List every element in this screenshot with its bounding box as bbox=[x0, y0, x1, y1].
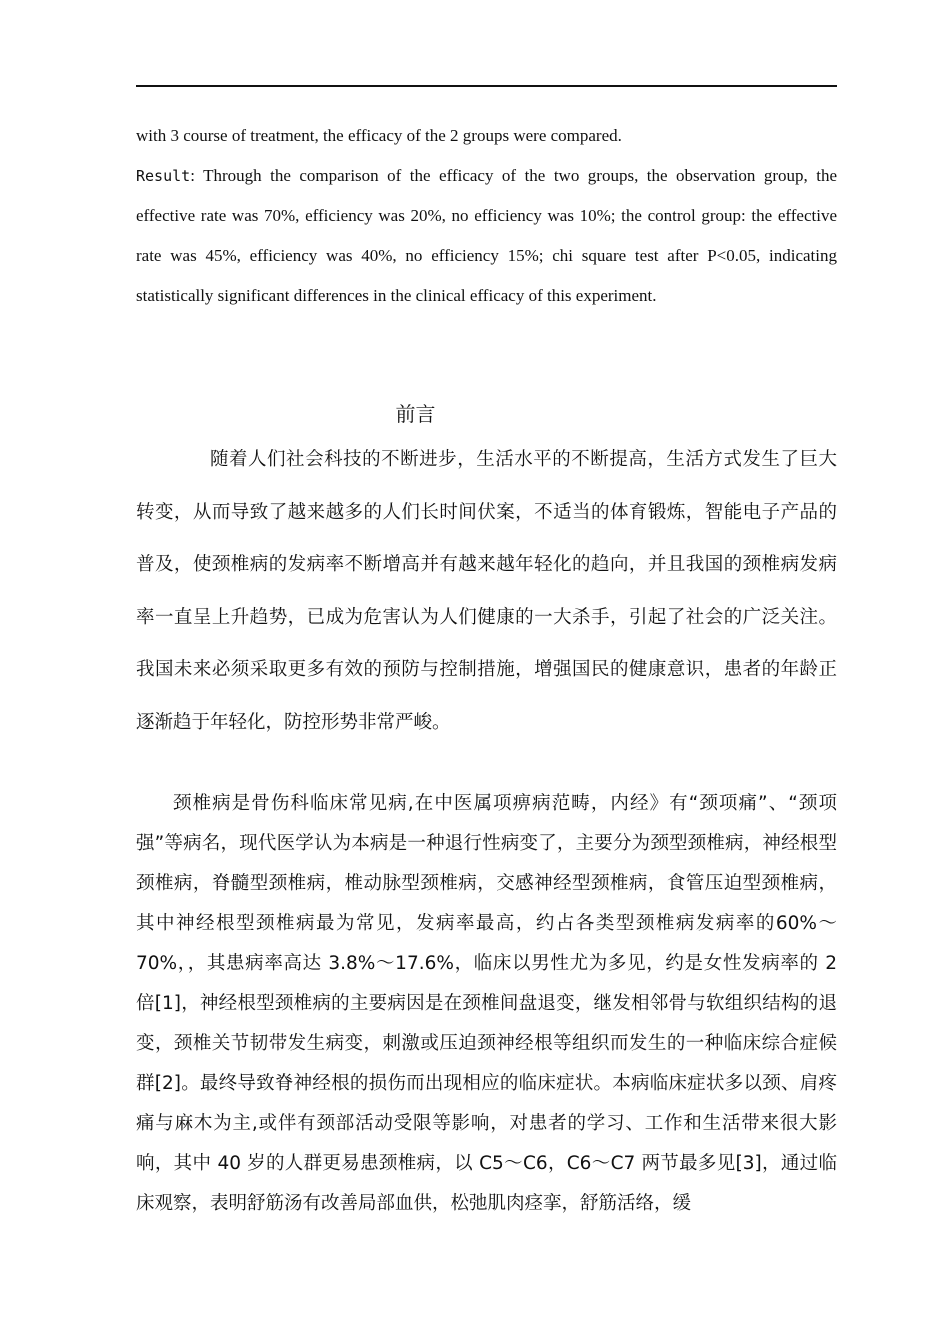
result-label: Result bbox=[136, 167, 191, 185]
abstract-line: with 3 course of treatment, the efficacy of the 2 groups were compared. bbox=[136, 126, 622, 145]
preface-paragraph-1: 随着人们社会科技的不断进步，生活水平的不断提高，生活方式发生了巨大转变，从而导致了越来越多的人们长时间伏案，不适当的体育锻炼，智能电子产品的普及，使颈椎病的发病率不断增高并有越来越年轻化的趋向，并且我国的颈椎病发病率一直呈上升趋势，已成为危害认为人们健康的一大杀手，引起了社会的广泛关注。我国未来必须采取更多有效的预防与控制措施，增强国民的健康意识，患者的年龄正逐渐趋于年轻化，防控形势非常严峻。 bbox=[136, 449, 837, 733]
result-separator: : bbox=[190, 166, 204, 185]
abstract-result-paragraph bbox=[136, 156, 837, 316]
header-rule bbox=[136, 85, 837, 87]
preface-paragraph-2: 颈椎病是骨伤科临床常见病,在中医属项痹病范畴，内经》有“颈项痛”、“颈项强”等病名，现代医学认为本病是一种退行性病变了，主要分为颈型颈椎病，神经根型颈椎病，脊髓型颈椎病，椎动脉型颈椎病，交感神经型颈椎病，食管压迫型颈椎病，其中神经根型颈椎病最为常见，发病率最高，约占各类型颈椎病发病率的60%～70%，，其患病率高达 3.8%～17.6%，临床以男性尤为多见，约是女性发病率的 2 倍[1]，神经根型颈椎病的主要病因是在颈椎间盘退变，继发相邻骨与软组织结构的退变，颈椎关节韧带发生病变，刺激或压迫颈神经根等组织而发生的一种临床综合症候群[2]。最终导致脊神经根的损伤而出现相应的临床症状。本病临床症状多以颈、肩疼痛与麻木为主,或伴有颈部活动受限等影响，对患者的学习、工作和生活带来很大影响，其中 40 岁的人群更易患颈椎病，以 C5～C6，C6～C7 两节最多见[3]，通过临床观察，表明舒筋汤有改善局部血供，松弛肌肉痉挛，舒筋活络，缓 bbox=[136, 793, 837, 1214]
result-text: Through the comparison of the efficacy of the two groups, the observation group, the effective rate was 70%, efficiency was 20%, no efficiency was 10%; the control group: the effective rate was 45%, efficiency was 40%, no efficiency 15%; chi square test after P<0.05, indicating statistically significant differences in the clinical efficacy of this experiment. bbox=[136, 166, 837, 305]
abstract-section bbox=[136, 116, 837, 316]
section-title: 前言 bbox=[395, 402, 436, 426]
